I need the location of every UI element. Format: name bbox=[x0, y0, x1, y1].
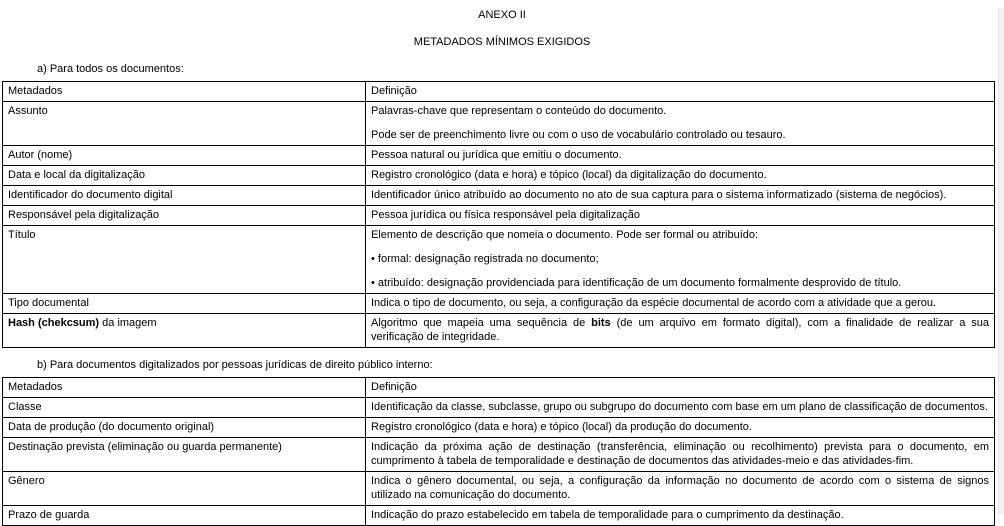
definicao-cell: Indica o gênero documental, ou seja, a configuração da informação no documento de acordo com o sistema de signos utilizado na comunicação do documento. bbox=[366, 472, 995, 506]
definicao-paragraph: Palavras-chave que representam o conteúdo do documento. bbox=[371, 105, 667, 117]
table-row bbox=[3, 398, 995, 418]
table-row bbox=[3, 294, 995, 314]
definicao-cell: Indicação do prazo estabelecido em tabela de temporalidade para o cumprimento da destinação. bbox=[366, 506, 995, 526]
definicao-cell: Indicação da próxima ação de destinação (transferência, eliminação ou recolhimento) prevista para o documento, em cumprimento à tabela de temporalidade e destinação de documentos das atividades-meio e das atividades-fim. bbox=[366, 438, 995, 472]
definicao-paragraph: • formal: designação registrada no documento; bbox=[371, 253, 599, 265]
table-metadados-todos-documentos bbox=[2, 81, 995, 348]
table-row bbox=[3, 472, 995, 506]
metadado-cell: Data e local da digitalização bbox=[3, 166, 366, 186]
table-header-row bbox=[3, 82, 995, 102]
table-row bbox=[3, 418, 995, 438]
definicao-paragraph: • atribuído: designação providenciada para identificação de um documento formalmente desprovido de título. bbox=[371, 277, 902, 289]
metadado-cell: Autor (nome) bbox=[3, 146, 366, 166]
metadado-bold-part: Hash (chekcsum) bbox=[8, 317, 100, 329]
header-definicao: Definição bbox=[366, 82, 995, 102]
header-definicao: Definição bbox=[366, 378, 995, 398]
definicao-cell: Registro cronológico (data e hora) e tópico (local) da produção do documento. bbox=[366, 418, 995, 438]
header-metadados: Metadados bbox=[3, 82, 366, 102]
definicao-cell bbox=[366, 102, 995, 146]
metadado-cell: Assunto bbox=[3, 102, 366, 146]
definicao-paragraph: Elemento de descrição que nomeia o documento. Pode ser formal ou atribuído: bbox=[371, 229, 759, 241]
definicao-post: (de um arquivo em formato digital), com a finalidade de realizar a sua verificação de integridade. bbox=[371, 317, 990, 343]
metadado-cell: Identificador do documento digital bbox=[3, 186, 366, 206]
definicao-cell bbox=[366, 314, 995, 348]
metadado-cell: Título bbox=[3, 226, 366, 294]
metadado-cell: Responsável pela digitalização bbox=[3, 206, 366, 226]
definicao-cell: Pessoa natural ou jurídica que emitiu o documento. bbox=[366, 146, 995, 166]
table-row bbox=[3, 438, 995, 472]
table-row bbox=[3, 146, 995, 166]
table-metadados-pessoas-juridicas bbox=[2, 377, 995, 526]
section-a-intro: a) Para todos os documentos: bbox=[37, 63, 184, 75]
table-row bbox=[3, 226, 995, 294]
metadado-cell: Data de produção (do documento original) bbox=[3, 418, 366, 438]
page-title: ANEXO II bbox=[478, 9, 526, 21]
page-subtitle: METADADOS MÍNIMOS EXIGIDOS bbox=[413, 36, 591, 48]
definicao-pre: Algoritmo que mapeia uma sequência de bbox=[371, 317, 592, 329]
definicao-cell: Indica o tipo de documento, ou seja, a configuração da espécie documental de acordo com a atividade que a gerou. bbox=[366, 294, 995, 314]
table-header-row bbox=[3, 378, 995, 398]
definicao-cell: Identificador único atribuído ao documento no ato de sua captura para o sistema informatizado (sistema de negócios). bbox=[366, 186, 995, 206]
metadado-cell bbox=[3, 314, 366, 348]
definicao-paragraph: Pode ser de preenchimento livre ou com o uso de vocabulário controlado ou tesauro. bbox=[371, 129, 786, 141]
table-row bbox=[3, 206, 995, 226]
metadado-regular-part: da imagem bbox=[99, 317, 157, 329]
metadado-cell: Prazo de guarda bbox=[3, 506, 366, 526]
table-row bbox=[3, 186, 995, 206]
section-b-intro: b) Para documentos digitalizados por pessoas jurídicas de direito público interno: bbox=[37, 359, 433, 371]
definicao-bold: bits bbox=[591, 317, 611, 329]
header-metadados: Metadados bbox=[3, 378, 366, 398]
table-row bbox=[3, 314, 995, 348]
metadado-cell: Destinação prevista (eliminação ou guarda permanente) bbox=[3, 438, 366, 472]
vertical-scrollbar[interactable] bbox=[998, 8, 1004, 515]
definicao-cell: Identificação da classe, subclasse, grupo ou subgrupo do documento com base em um plano de classificação de documentos. bbox=[366, 398, 995, 418]
table-row bbox=[3, 102, 995, 146]
metadado-cell: Tipo documental bbox=[3, 294, 366, 314]
metadado-cell: Classe bbox=[3, 398, 366, 418]
definicao-cell: Registro cronológico (data e hora) e tópico (local) da digitalização do documento. bbox=[366, 166, 995, 186]
table-row bbox=[3, 166, 995, 186]
metadado-cell: Gênero bbox=[3, 472, 366, 506]
definicao-cell: Pessoa jurídica ou física responsável pela digitalização bbox=[366, 206, 995, 226]
definicao-cell bbox=[366, 226, 995, 294]
table-row bbox=[3, 506, 995, 526]
